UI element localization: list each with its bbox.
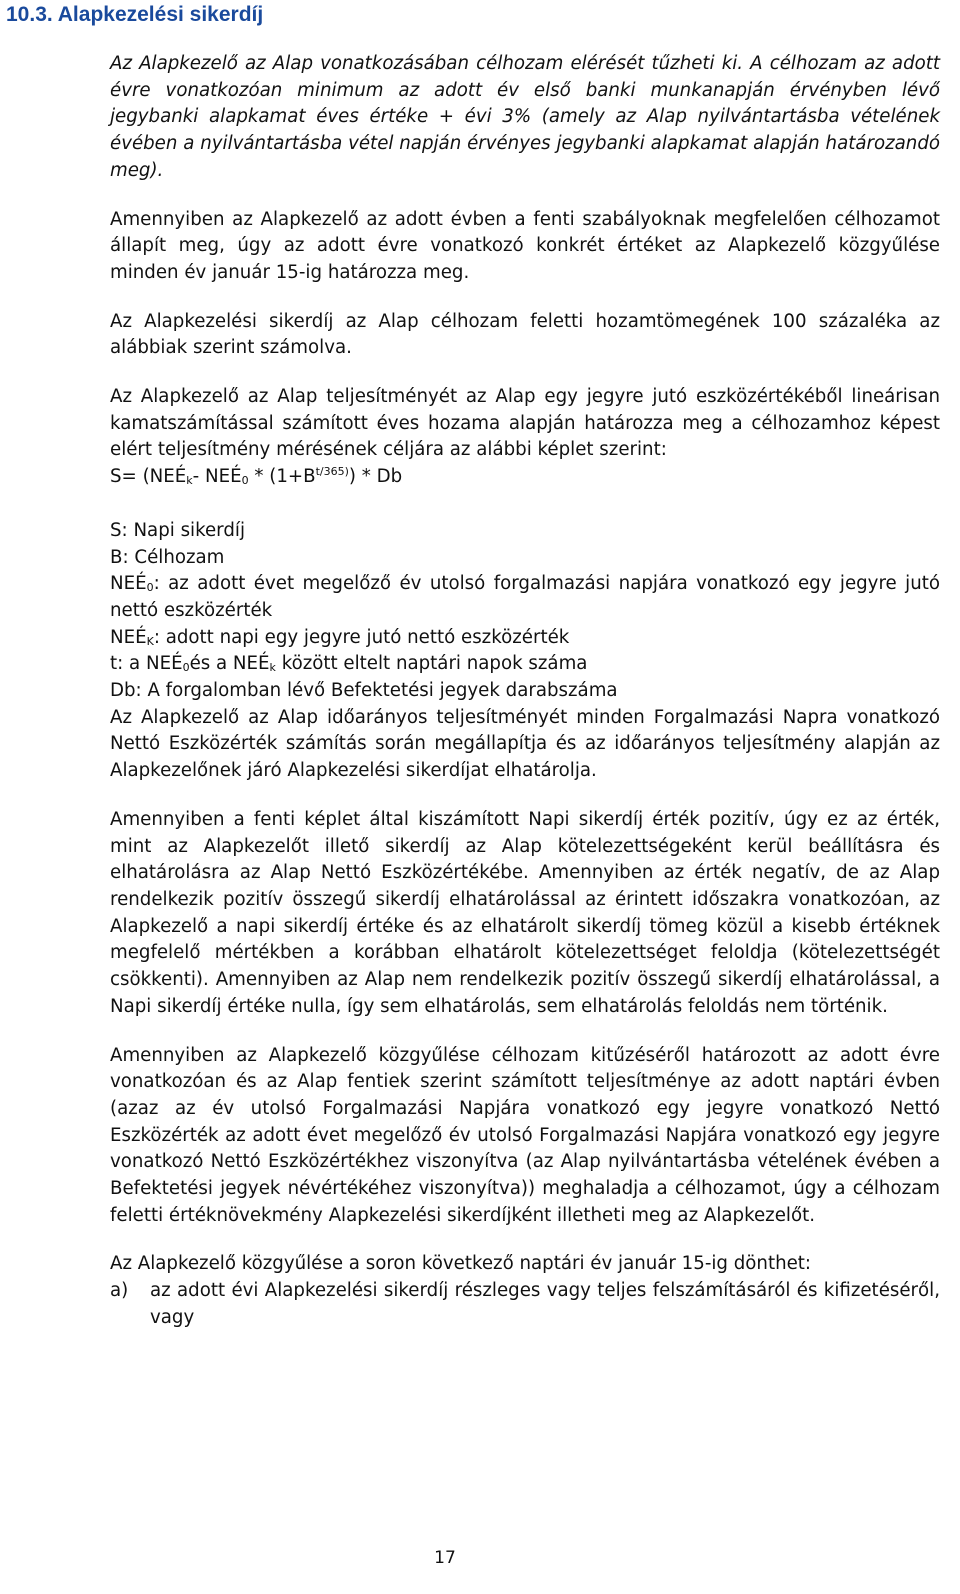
document-body: [110, 51, 940, 1332]
paragraph-daily-fee-sign: Amennyiben a fenti képlet által kiszámított Napi sikerdíj érték pozitív, úgy ez az érték, mint az Alapkezelőt illető sikerdíj az Alap kötelezettségeként kerül beállításra és elhatárolásra az Alap Nettó Eszközértékébe. Amennyiben az érték negatív, de az Alap rendelkezik pozitív összegű sikerdíj elhatárolással az érintett időszakra vonatkozóan, az Alapkezelő a napi sikerdíj értéke és az elhatárolt sikerdíj tömeg közül a kisebb értéknek megfelelő mértékben a korábban elhatárolt kötelezettséget feloldja (kötelezettségét csökkenti). Amennyiben az Alap nem rendelkezik pozitív összegű sikerdíj elhatárolással, a Napi sikerdíj értéke nulla, így sem elhatárolás, sem elhatárolás feloldás nem történik.: [110, 808, 940, 1017]
section-heading: 10.3. Alapkezelési sikerdíj: [6, 3, 264, 26]
list-item: [110, 1278, 940, 1331]
paragraph-performance-method: Az Alapkezelő az Alap teljesítményét az Alap egy jegyre jutó eszközértékéből lineárisan kamatszámítással számított éves hozama alapján határozza meg a célhozamhoz képest elért teljesítmény mérésének céljára az alábbi képlet szerint:: [110, 386, 940, 461]
list-item-text: az adott évi Alapkezelési sikerdíj részleges vagy teljes felszámításáról és kifizetéséről, vagy: [150, 1280, 940, 1328]
list-marker: a): [110, 1280, 129, 1302]
paragraph-target-return: Az Alapkezelő az Alap vonatkozásában célhozam elérését tűzheti ki. A célhozam az adott évre vonatkozóan minimum az adott év első banki munkanapján érvényben lévő jegybanki alapkamat éves értéke + évi 3% (amely az Alap nyilvántartásba vételének évében a nyilvántartásba vétel napján érvényes jegybanki alapkamat alapján határozandó meg).: [110, 53, 940, 181]
paragraph-target-set: Amennyiben az Alapkezelő az adott évben a fenti szabályoknak megfelelően célhozamot állapít meg, úgy az adott évre vonatkozó konkrét értéket az Alapkezelő közgyűlése minden év január 15-ig határozza meg.: [110, 208, 940, 283]
definition-s: S: Napi sikerdíj: [110, 519, 245, 541]
paragraph-fee-definition: Az Alapkezelési sikerdíj az Alap célhozam feletti hozamtömegének 100 százaléka az alábbiak szerint számolva.: [110, 310, 940, 359]
formula: $S= (NEÉ_k-$ $NEÉ_0 * (1+B^{t/365)}) * Db$: [110, 465, 403, 488]
definition-nee0: $NEÉ_0$: az adott évet megelőző év utolsó forgalmazási napjára vonatkozó egy jegyre jutó nettó eszközérték: [110, 573, 940, 621]
definition-t: t: a $NEÉ_0és$ a $NEÉ_k$ között eltelt naptári napok száma: [110, 653, 588, 675]
definition-b: B: Célhozam: [110, 546, 225, 568]
definition-neek: $NEÉ_K$: adott napi egy jegyre jutó nettó eszközérték: [110, 626, 570, 648]
page-number: 17: [434, 1548, 456, 1568]
paragraph-target-exceeded: Amennyiben az Alapkezelő közgyűlése célhozam kitűzéséről határozott az adott évre vonatkozóan és az Alap fentiek szerint számított teljesítménye az adott naptári évben (azaz az év utolsó Forgalmazási Napjára vonatkozó egy jegyre vonatkozó Nettó Eszközérték az adott évet megelőző év utolsó Forgalmazási Napjára vonatkozó egy jegyre vonatkozó Nettó Eszközértékhez viszonyítva (az Alap nyilvántartásba vételének évében a Befektetési jegyek névértékéhez viszonyítva)) meghaladja a célhozamot, úgy a célhozam feletti értéknövekmény Alapkezelési sikerdíjként illetheti meg az Alapkezelőt.: [110, 1044, 940, 1226]
definition-db: Db: A forgalomban lévő Befektetési jegyek darabszáma: [110, 680, 618, 702]
paragraph-decision: Az Alapkezelő közgyűlése a soron következő naptári év január 15-ig dönthet:: [110, 1253, 812, 1275]
paragraph-time-proportional: Az Alapkezelő az Alap időarányos teljesítményét minden Forgalmazási Napra vonatkozó Nettó Eszközérték számítás során megállapítja és az időarányos teljesítmény alapján az Alapkezelőnek járó Alapkezelési sikerdíjat elhatárolja.: [110, 706, 940, 782]
